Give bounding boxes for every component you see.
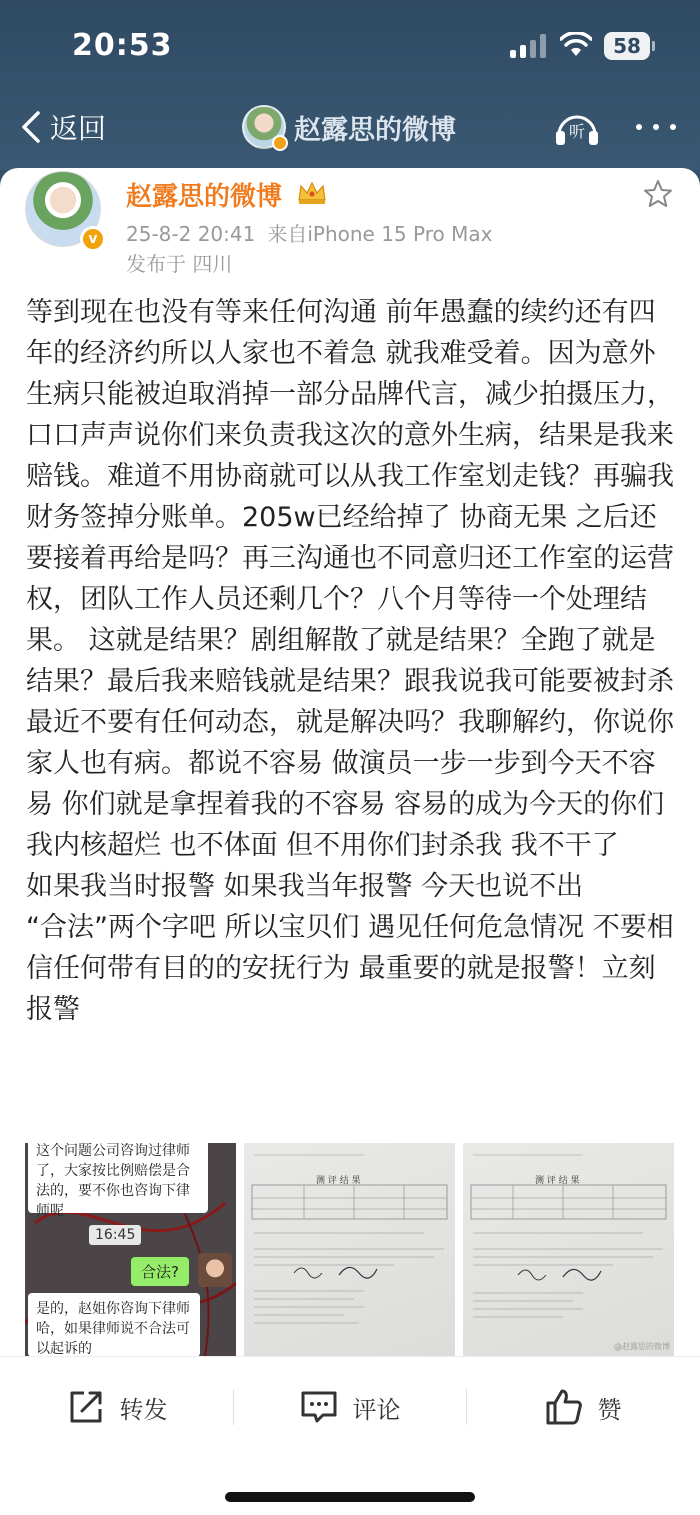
repost-label: 转发: [119, 1395, 168, 1424]
chat-time: 16:45: [89, 1225, 141, 1245]
back-button[interactable]: [18, 105, 106, 149]
dot-icon: [653, 124, 659, 130]
more-options-button[interactable]: [636, 117, 676, 137]
favorite-star-icon[interactable]: [642, 178, 674, 210]
post-username[interactable]: 赵露思的微博: [126, 182, 283, 212]
chat-bubble: 这个问题公司咨询过律师了，大家按比例赔偿是合法的，要不你也咨询下律师呢: [28, 1143, 208, 1213]
post-action-bar: [0, 1356, 700, 1456]
wifi-icon: [560, 32, 592, 58]
chevron-left-icon: [18, 105, 44, 149]
comment-icon: [299, 1387, 339, 1427]
cellular-signal-icon: [510, 34, 548, 58]
dot-icon: [670, 124, 676, 130]
post-images: [25, 1143, 675, 1356]
battery-cap: [652, 41, 655, 51]
status-bar: [0, 0, 700, 95]
image-watermark: @赵露思的微博: [614, 1342, 670, 1351]
home-indicator[interactable]: [225, 1492, 475, 1502]
battery-level: 58: [604, 32, 650, 60]
nav-title-group[interactable]: [242, 103, 456, 151]
nav-avatar: [242, 105, 286, 149]
post-location: 发布于 四川: [126, 252, 233, 276]
thumbs-up-icon: [544, 1387, 584, 1427]
comment-label: 评论: [352, 1395, 401, 1424]
verified-badge-icon: [272, 135, 288, 151]
post-card: [0, 168, 700, 1515]
listen-label: 听: [568, 122, 586, 141]
back-label: 返回: [50, 112, 107, 145]
verified-badge-icon: v: [80, 226, 106, 252]
post-paragraph: 等到现在也没有等来任何沟通 前年愚蠢的续约还有四年的经济约所以人家也不着急 就我难受着。因为意外生病只能被迫取消掉一部分品牌代言，减少拍摄压力，口口声声说你们来负责我这次的意外生病，结果是我来赔钱。难道不用协商就可以从我工作室划走钱？再骗我财务签掉分账单。205w已经给掉了 协商无果 之后还要接着再给是吗？再三沟通也不同意归还工作室的运营权，团队工作人员还剩几个？八个月等待一个处理结果。 这就是结果？剧组解散了就是结果？全跑了就是结果？最后我来赔钱就是结果？跟我说我可能要被封杀最近不要有任何动态，就是解决吗？我聊解约，你说你家人也有病。都说不容易 做演员一步一步到今天不容易 你们就是拿捏着我的不容易 容易的成为今天的你们: [26, 297, 674, 820]
like-label: 赞: [597, 1395, 622, 1424]
share-icon: [66, 1387, 106, 1427]
post-paragraph: 如果我当时报警 如果我当年报警 今天也说不出: [26, 871, 584, 902]
post-paragraph: “合法”两个字吧 所以宝贝们 遇见任何危急情况 不要相信任何带有目的的安抚行为 最重要的就是报警！立刻报警: [26, 912, 674, 1025]
comment-button[interactable]: [233, 1357, 466, 1457]
user-avatar[interactable]: [25, 171, 101, 247]
chat-bubble: 是的，赵姐你咨询下律师哈，如果律师说不合法可以起诉的: [28, 1293, 200, 1356]
chat-bubble-reply: 合法?: [131, 1257, 189, 1286]
chat-avatar: [198, 1253, 232, 1287]
like-button[interactable]: [466, 1357, 699, 1457]
dot-icon: [636, 124, 642, 130]
post-paragraph: 我内核超烂 也不体面 但不用你们封杀我 我不干了: [26, 830, 619, 861]
document-image[interactable]: [463, 1143, 674, 1356]
repost-button[interactable]: [0, 1357, 233, 1457]
document-title: 测 评 结 果: [535, 1176, 580, 1186]
app-header: [0, 0, 700, 170]
chat-screenshot-image[interactable]: [25, 1143, 236, 1356]
post-meta: [126, 218, 492, 247]
crown-icon: [296, 180, 328, 206]
document-title: 测 评 结 果: [316, 1176, 361, 1186]
nav-bar: [0, 95, 700, 160]
nav-title: 赵露思的微博: [294, 114, 456, 146]
post-timestamp: 25-8-2 20:41: [126, 222, 256, 246]
listen-headphones-icon[interactable]: [554, 107, 600, 147]
post-source: 来自iPhone 15 Pro Max: [267, 222, 493, 246]
document-image[interactable]: [244, 1143, 455, 1356]
status-time: 20:53: [72, 28, 173, 63]
post-body: [26, 292, 676, 1030]
